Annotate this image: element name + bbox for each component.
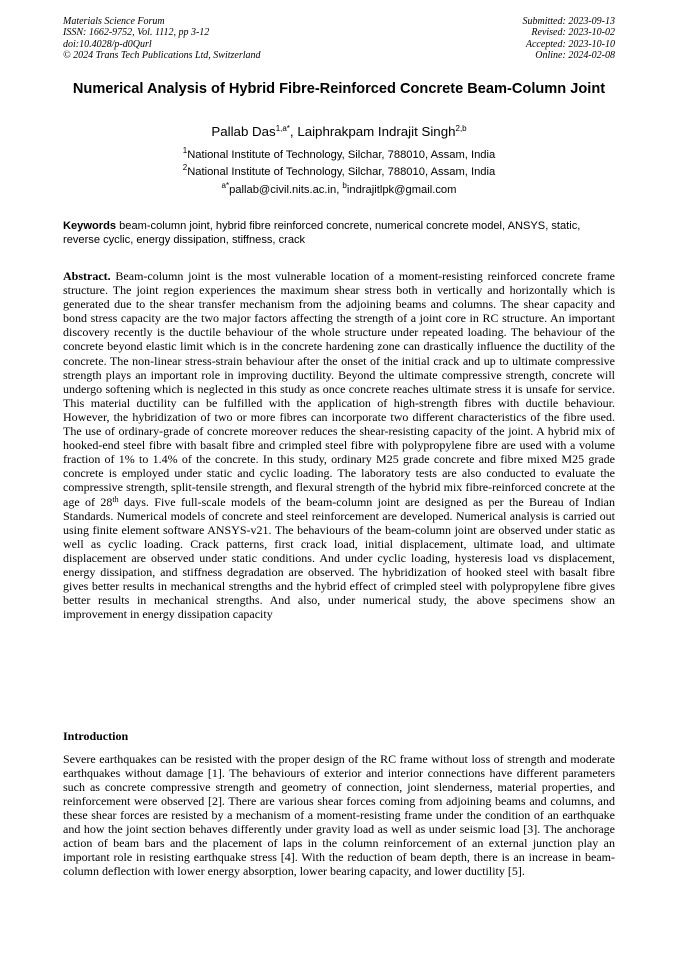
author-separator: ,	[289, 124, 298, 139]
email-link[interactable]: pallab@civil.nits.ac.in,	[229, 184, 343, 196]
affiliation-text: National Institute of Technology, Silchar, 788010, Assam, India	[187, 149, 496, 161]
abstract	[63, 269, 615, 621]
abstract-text: days. Five full-scale models of the beam-column joint are designed as per the Bureau of Indian Standards. Numerical models of concrete and steel reinforcement are developed. Numerical analysis is carried out using finite element software ANSYS-v21. The behaviours of the beam-column joint are observed under static as well as cyclic loading. Crack patterns, first crack load, initial displacement, ultimate load, and ultimate displacement are observed under static conditions. And under cyclic loading, hysteresis load vs displacement, energy dissipation, and stiffness degradation are observed. The hybridization of hooked steel with basalt fibre gives better results in mechanical strengths and the hybrid effect of crimpled steel with polypropylene fibre gives better results in mechanical strengths. And also, under numerical study, the above specimens show an improvement in energy dissipation capacity	[63, 494, 615, 622]
author-name: Pallab Das	[211, 124, 276, 139]
journal-copyright: © 2024 Trans Tech Publications Ltd, Switzerland	[63, 49, 261, 61]
author-name: Laiphrakpam Indrajit Singh	[297, 124, 456, 139]
date-accepted: Accepted: 2023-10-10	[525, 38, 615, 50]
email-mark: b	[342, 181, 347, 190]
date-submitted: Submitted: 2023-09-13	[522, 16, 615, 27]
journal-name: Materials Science Forum	[63, 16, 165, 27]
affiliation-mark: 2	[182, 163, 188, 172]
ordinal-suffix: th	[112, 494, 119, 504]
affiliation-2	[63, 165, 615, 179]
section-heading-introduction: Introduction	[63, 729, 129, 743]
email-link[interactable]: indrajitlpk@gmail.com	[346, 184, 457, 196]
affiliation-1	[63, 148, 615, 162]
abstract-text: Beam-column joint is the most vulnerable location of a moment-resisting reinforced concrete frame structure. The joint region experiences the maximum shear stress both in vertically and horizontally which is generated due to the shear transfer mechanism from the adjoining beams and columns. The shear capacity and bond stress capacity are the two major factors affecting the strength of a joint core in RC structure. An important discovery recently is the ductile behaviour of the whole structure under repeated loading. The behaviour of the concrete beyond elastic limit which is in the concrete hardening zone can drastically influence the ductility of the concrete. The non-linear stress-strain behaviour after the onset of the initial crack and up to ultimate compressive strength plays an important role in improving ductility. Beyond the ultimate compressive strength, concrete will undergo softening which is neglected in this study as once concrete reaches ultimate stress it is unsafe for service. This material ductility can be fulfilled with the application of high-strength fibres with ductile behaviour. However, the hybridization of two or more fibres can incorporate two different characteristics of the fibre used. The use of ordinary-grade of concrete moreover reduces the shear-resisting capacity of the joint. A hybrid mix of hooked-end steel fibre with basalt fibre and crimpled steel fibre with polypropylene fibre are used with a volume fraction of 1% to 1.4% of the concrete. In this study, ordinary M25 grade concrete and fibre mixed M25 grade concrete is employed under static and cyclic loading. The laboratory tests are also conducted to evaluate the compressive strength, split-tensile strength, and flexural strength of the hybrid mix fibre-reinforced concrete at the age of 28	[63, 269, 615, 509]
email-mark: a*	[221, 181, 230, 190]
keywords-text: beam-column joint, hybrid fibre reinforced concrete, numerical concrete model, ANSYS, static, reverse cyclic, energy dissipation, stiffness, crack	[63, 220, 581, 247]
introduction-paragraph: Severe earthquakes can be resisted with the proper design of the RC frame without loss of strength and moderate earthquakes without damage [1]. The behaviours of exterior and interior connections have different parameters such as concrete compressive strength and geometry of connection, joint slenderness, material properties, and reinforcement were observed [2]. There are various shear forces coming from adjoining beams and columns, and these shear forces are resisted by a mechanism of a moment-resisting frame under the condition of an earthquake and how the joint section behaves differently under gravity load as well as under seismic load [3]. The anchorage action of beam bars and the placement of laps in the column reinforcement of an external junction play an important role in resisting earthquake stress [4]. With the reduction of beam depth, there is an increase in beam-column deflection with lower energy absorption, lower bearing capacity, and lower ductility [5].	[63, 752, 615, 879]
publication-dates	[523, 16, 616, 61]
journal-meta	[63, 16, 261, 61]
affiliation-text: National Institute of Technology, Silchar, 788010, Assam, India	[187, 166, 496, 178]
journal-issn: ISSN: 1662-9752, Vol. 1112, pp 3-12	[63, 27, 210, 39]
author-affiliation-mark: 1,a*	[275, 124, 290, 133]
author-list	[63, 123, 615, 140]
paper-title: Numerical Analysis of Hybrid Fibre-Reinforced Concrete Beam-Column Joint	[72, 81, 606, 97]
abstract-label: Abstract.	[63, 269, 111, 283]
journal-doi[interactable]: doi:10.4028/p-d0Qurl	[63, 38, 152, 50]
author-emails	[63, 183, 615, 197]
date-revised: Revised: 2023-10-02	[531, 27, 615, 39]
keywords-label: Keywords	[63, 220, 117, 232]
affiliation-mark: 1	[182, 146, 188, 155]
keywords	[63, 219, 615, 248]
author-affiliation-mark: 2,b	[455, 124, 467, 133]
date-online: Online: 2024-02-08	[535, 49, 615, 61]
